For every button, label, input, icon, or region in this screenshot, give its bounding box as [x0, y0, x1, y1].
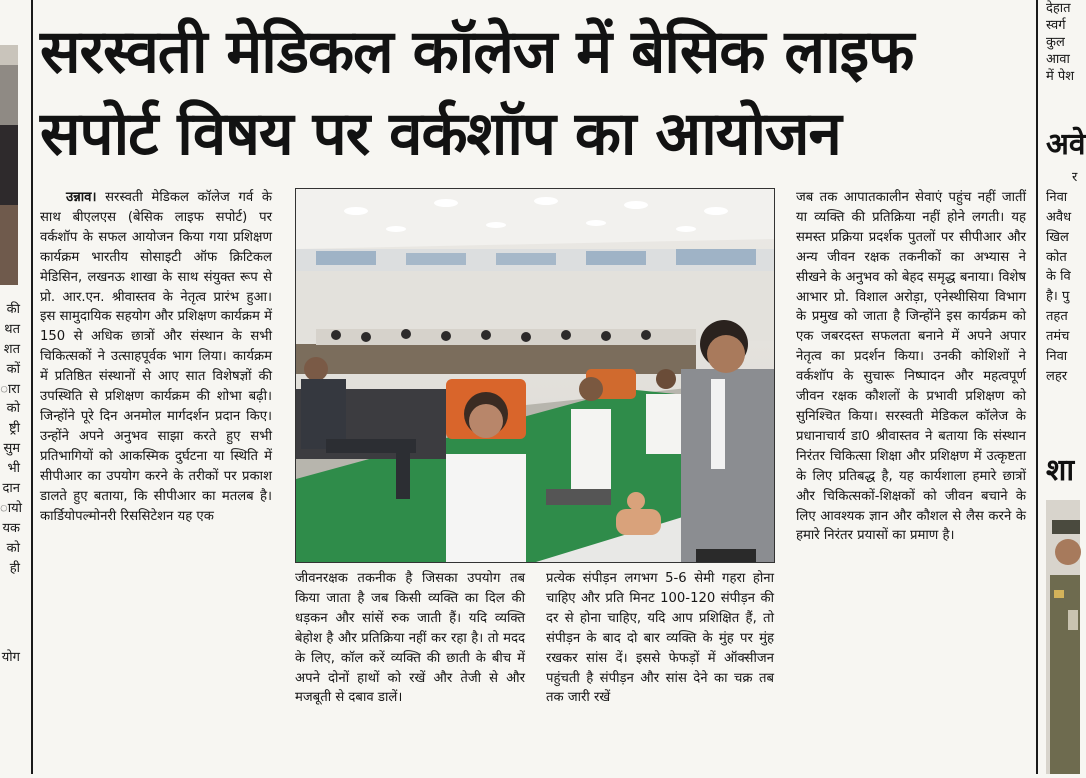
left-neighbor-photo	[0, 45, 18, 285]
left-neighbor-text: की थत शत कों ारा को ष्ट्री सुम भी दान ायो यक को ही योग	[0, 302, 22, 666]
right-neighbor-text-mid: र निवा अवैध खिल कोत के वि है। पु तहत तमंच निवा लहर	[1046, 170, 1078, 384]
column-3-text: प्रत्येक संपीड़न लगभग 5-6 सेमी गहरा होना चाहिए और प्रति मिनट 100-120 संपीड़न की दर से होना चाहिए, यदि आप प्रशिक्षित हैं, तो संपीड़न के बाद दो बार व्यक्ति के मुंह पर मुंह रखकर सांस दें। इससे फेफड़ों में ऑक्सीजन पहुंचती है संपीड़न और सांस देने का चक्र तब तक जारी रखें	[546, 571, 774, 706]
article-column-1	[40, 188, 272, 774]
article-column-3	[546, 569, 774, 774]
dateline: उन्नाव।	[66, 190, 97, 205]
headline-line-1: सरस्वती मेडिकल कॉलेज में बेसिक लाइफ	[40, 17, 914, 87]
column-1-text: सरस्वती मेडिकल कॉलेज गर्व के साथ बीएलएस (बेसिक लाइफ सपोर्ट) पर वर्कशॉप के सफल आयोजन किया गया प्रशिक्षण कार्यक्रम भारतीय सोसाइटी ऑफ क्रिटिकल मेडिसिन, लखनऊ शाखा के साथ संयुक्त रूप से प्रो. आर.एन. श्रीवास्तव के नेतृत्व प्रारंभ हुआ। इस सामुदायिक सहयोग और प्रशिक्षण कार्यक्रम में 150 से अधिक छात्रों और संस्थान के सभी चिकित्सकों ने उत्साहपूर्वक भाग लिया। कार्यक्रम में प्रतिष्ठित संस्थानों से आए सात विशेषज्ञों की उपस्थिति से प्रशिक्षण कार्यक्रम की शोभा बढ़ी। जिन्होंने पूरे दिन अनमोल मार्गदर्शन प्रदान किए। उन्होंने अपने अनुभव साझा करते हुए सभी प्रतिभागियों को आकस्मिक दुर्घटना या स्थिति में सीपीआर का उपयोग करने के तरीकों पर प्रकाश डालते हुए बताया, कि सीपीआर का मतलब है। कार्डियोपल्मोनरी रिससिटेशन यह एक	[40, 190, 272, 524]
column-4-text: जब तक आपातकालीन सेवाएं पहुंच नहीं जातीं या व्यक्ति की प्रतिक्रिया नहीं होने लगती। यह समस्त प्रक्रिया प्रदर्शक पुतलों पर सीपीआर और अन्य जीवन रक्षक तकनीकों का अभ्यास ने सीखने के अनुभव को बेहद समृद्ध बनाया। विशेष आभार प्रो. विशाल अरोड़ा, एनेस्थीसिया विभाग के प्रमुख को जाता है जिन्होंने इस कार्यक्रम को एक जबरदस्त सफलता बनाने में अपने अपार नेतृत्व का प्रदर्शन किया। उनकी कोशिशों ने वर्कशॉप के सुचारू निष्पादन और महत्वपूर्ण जीवन रक्षक कौशलों के प्रभावी प्रशिक्षण को सुनिश्चित किया। सरस्वती मेडिकल कॉलेज के प्रधानाचार्य डा0 श्रीवास्तव ने बताया कि संस्थान निरंतर चिकित्सा शिक्षा और प्रशिक्षण में उत्कृष्टता के लिए प्रतिबद्ध है, यह कार्यशाला हमारे छात्रों और चिकित्सकों-शिक्षकों को जीवन बचाने के लिए आवश्यक ज्ञान और कौशल से लैस करने के हमारे निरंतर प्रयासों का प्रमाण है।	[796, 190, 1026, 544]
column-2-text: जीवनरक्षक तकनीक है जिसका उपयोग तब किया जाता है जब किसी व्यक्ति का दिल की धड़कन और सांसें रुक जाती हैं। यदि व्यक्ति बेहोश है और प्रतिक्रिया नहीं कर रहा है। तो मदद के लिए, कॉल करें व्यक्ति की छाती के बीच में अपने दोनों हाथों को रखें और तेजी से और मजबूती से दबाव डालें।	[295, 571, 525, 706]
article-column-4	[796, 188, 1026, 774]
right-neighbor-text-top: देहात स्वर्ग कुल आवा में पेश	[1046, 1, 1075, 84]
right-column-rule	[1036, 0, 1038, 774]
workshop-photo	[295, 188, 775, 563]
right-neighbor-heading-2: शा	[1046, 453, 1075, 488]
article-column-2	[295, 569, 525, 774]
left-column-rule	[31, 0, 33, 774]
right-neighbor-photo	[1046, 500, 1080, 774]
headline-line-2: सपोर्ट विषय पर वर्कशॉप का आयोजन	[40, 99, 841, 169]
right-neighbor-heading-1: अवे	[1046, 127, 1086, 162]
